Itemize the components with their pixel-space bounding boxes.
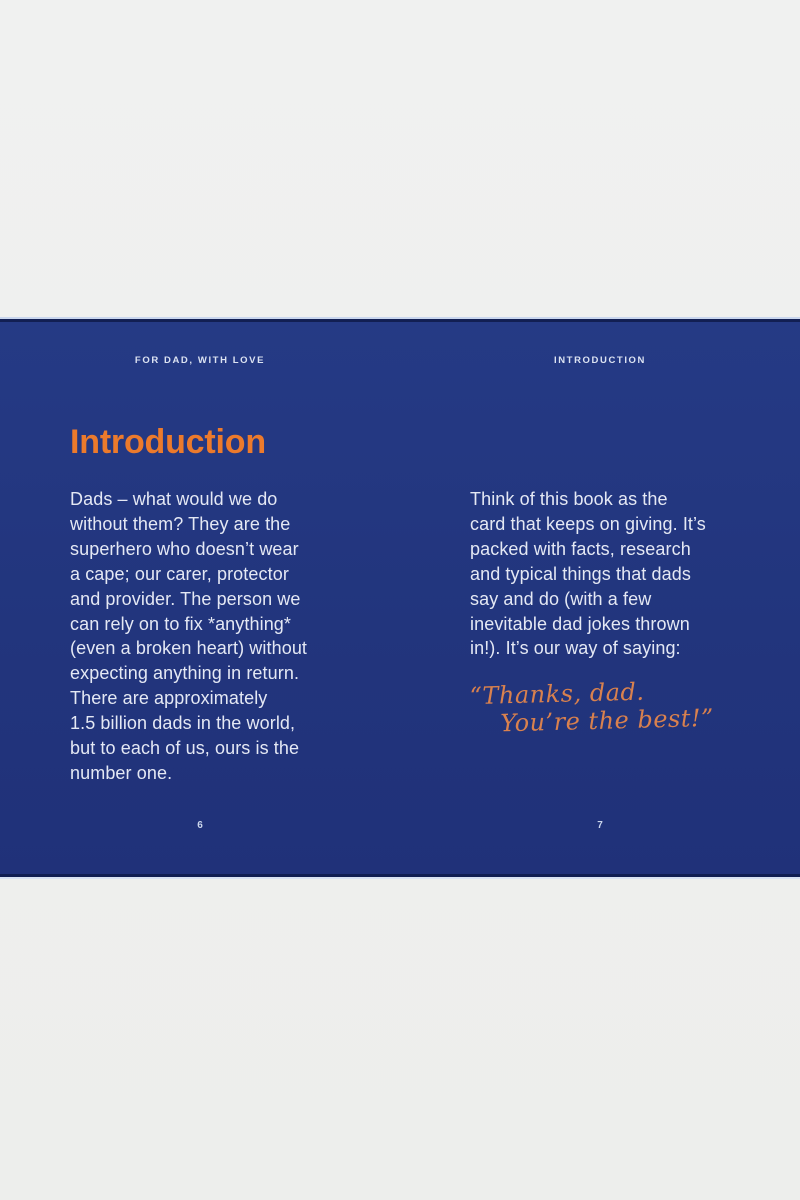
body-text-line: number one. (70, 762, 173, 783)
body-text-line: Think of this book as the (470, 489, 668, 509)
body-text-line: and typical things that dads (470, 563, 691, 584)
body-text-line: can rely on to fix *anything* (70, 613, 292, 634)
handwritten-quote (469, 676, 714, 738)
body-text-line: superhero who doesn’t wear (70, 538, 299, 559)
body-text-line: Dads – what would we do (70, 489, 278, 509)
running-head-left: FOR DAD, WITH LOVE (134, 355, 266, 366)
running-head-right: INTRODUCTION (553, 355, 647, 366)
quote-line: You’re the best!” (500, 703, 715, 738)
body-text-line: without them? They are the (70, 513, 291, 534)
body-text-line: 1.5 billion dads in the world, (70, 713, 296, 734)
body-text-line: in!). It’s our way of saying: (470, 638, 681, 659)
body-text-line: inevitable dad jokes thrown (470, 613, 690, 634)
body-text-line: expecting anything in return. (70, 663, 300, 684)
quote-line: “Thanks, dad. (469, 677, 645, 711)
body-text-line: There are approximately (70, 688, 268, 709)
body-text-line: packed with facts, research (470, 538, 691, 559)
body-text-line: but to each of us, ours is the (70, 738, 300, 759)
body-text-line: a cape; our carer, protector (70, 563, 289, 584)
left-page (0, 319, 400, 877)
right-page (400, 319, 800, 877)
chapter-title: Introduction (70, 423, 266, 461)
page-number-right: 7 (597, 820, 603, 831)
right-body-text (470, 487, 742, 661)
body-text-line: say and do (with a few (470, 588, 652, 609)
body-text-line: (even a broken heart) without (70, 638, 308, 659)
book-spread (0, 317, 800, 879)
body-text-line: card that keeps on giving. It’s (470, 513, 706, 534)
page-number-left: 6 (197, 820, 203, 831)
left-body-text (70, 487, 342, 786)
body-text-line: and provider. The person we (70, 588, 301, 609)
